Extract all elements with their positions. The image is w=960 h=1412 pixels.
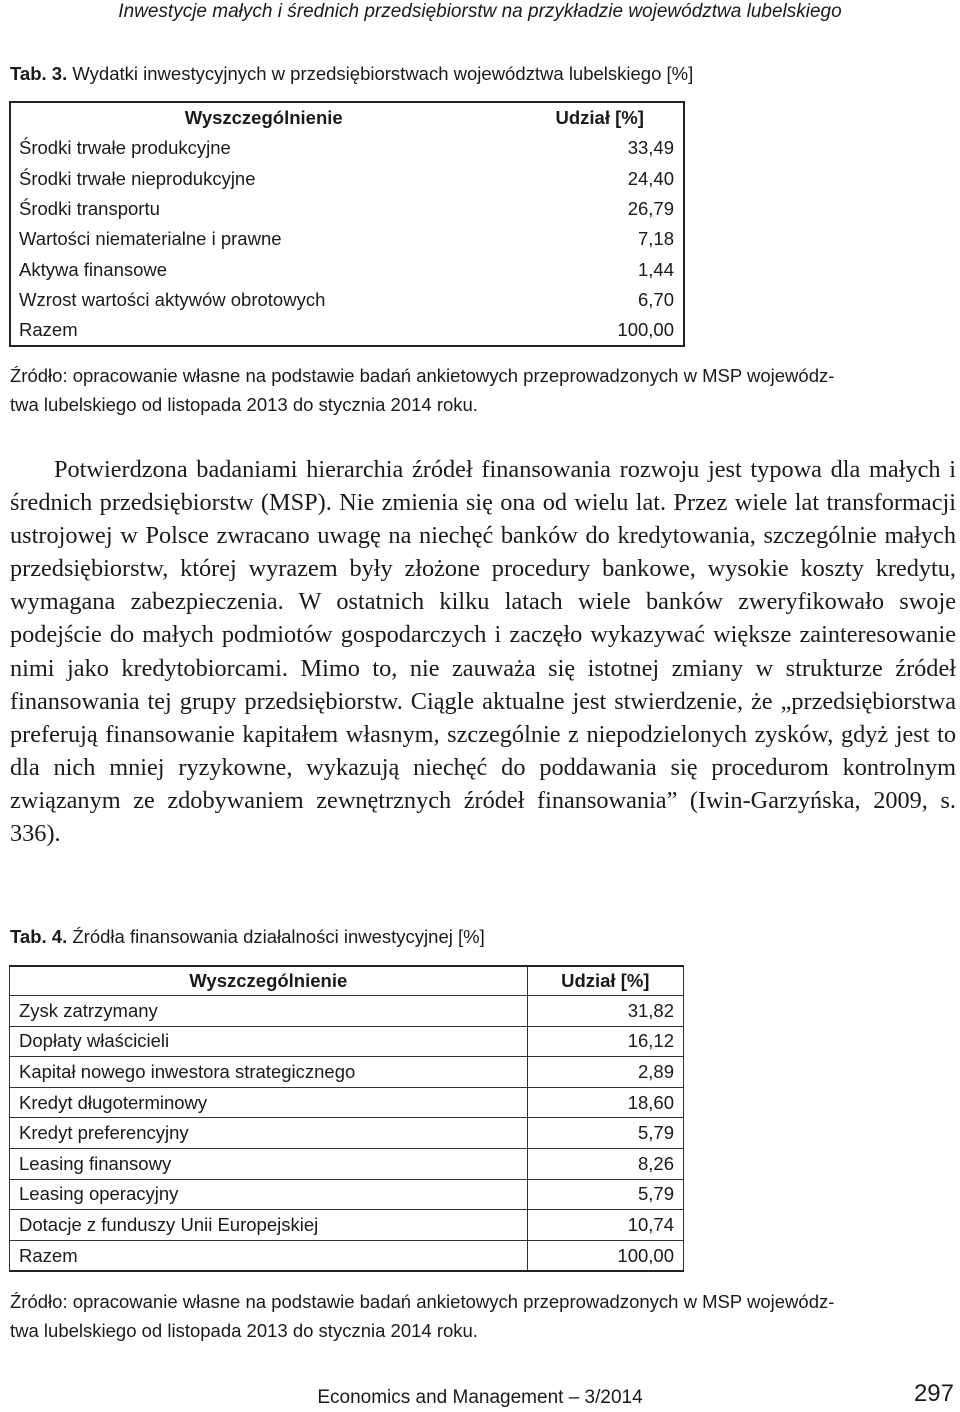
- table3: [9, 101, 685, 347]
- row-label: Razem: [10, 1240, 528, 1271]
- table-row: [10, 1240, 684, 1271]
- table-row: [10, 224, 684, 254]
- table-row: [10, 254, 684, 284]
- body-paragraph: Potwierdzona badaniami hierarchia źródeł finansowania rozwoju jest typowa dla małych i średnich przedsiębiorstw (MSP). Nie zmienia się ona od wielu lat. Przez wiele lat transformacji ustrojowej w Polsce zwracano uwagę na niechęć banków do kredytowania, szczególnie małych przedsiębiorstw, której wyrazem były złożone procedury bankowe, wysokie koszty kredytu, wymagana zabezpieczenia. W ostatnich kilku latach wiele banków zweryfikowało swoje podejście do małych podmiotów gospodarczych i zaczęło wykazywać większe zainteresowanie nimi jako kredytobiorcami. Mimo to, nie zauważa się istotnej zmiany w strukturze źródeł finansowania tej grupy przedsiębiorstw. Ciągle aktualne jest stwierdzenie, że „przedsiębiorstwa preferują finansowanie kapitałem własnym, szczególnie z niepodzielonych zysków, gdyż jest to dla nich mniej ryzykowne, wykazują niechęć do poddawania się procedurom kontrolnym związanym ze zdobywaniem zewnętrznych źródeł finansowania” (Iwin-Garzyńska, 2009, s. 336).: [10, 456, 956, 848]
- row-label: Kredyt preferencyjny: [10, 1118, 528, 1149]
- row-label: Dopłaty właścicieli: [10, 1026, 528, 1057]
- row-value: 33,49: [627, 137, 674, 159]
- table-row: [10, 315, 684, 346]
- table3-source: [10, 362, 956, 419]
- row-label: Środki transportu: [19, 198, 160, 220]
- table-row: [10, 1087, 684, 1118]
- table-row: [10, 1210, 684, 1241]
- table3-header-share: Udział [%]: [555, 107, 644, 129]
- row-label: Dotacje z funduszy Unii Europejskiej: [10, 1210, 528, 1241]
- table-row: [10, 1057, 684, 1088]
- table4-label: Tab. 4.: [10, 926, 68, 947]
- page-footer: [0, 1380, 960, 1412]
- table3-title: Wydatki inwestycyjnych w przedsiębiorstwach województwa lubelskiego [%]: [72, 63, 694, 84]
- table4-caption: [10, 926, 485, 948]
- table-row: [10, 1026, 684, 1057]
- journal-name: Economics and Management – 3/2014: [317, 1387, 643, 1408]
- row-label: Kapitał nowego inwestora strategicznego: [10, 1057, 528, 1088]
- table4-header-share: Udział [%]: [527, 966, 683, 996]
- row-label: Wartości niematerialne i prawne: [19, 228, 282, 250]
- row-value: 2,89: [527, 1057, 683, 1088]
- table3-source-line2: twa lubelskiego od listopada 2013 do stycznia 2014 roku.: [10, 393, 478, 415]
- row-label: Środki trwałe produkcyjne: [19, 137, 231, 159]
- table4: [9, 965, 684, 1272]
- table4-header-row: [10, 966, 684, 996]
- table4-source: [10, 1288, 956, 1345]
- page-number: 297: [913, 1380, 954, 1407]
- row-label: Wzrost wartości aktywów obrotowych: [19, 288, 326, 310]
- row-value: 100,00: [617, 319, 674, 341]
- row-label: Leasing finansowy: [10, 1148, 528, 1179]
- table4-source-line1: Źródło: opracowanie własne na podstawie badań ankietowych przeprowadzonych w MSP wojewódz-: [10, 1291, 835, 1312]
- row-label: Kredyt długoterminowy: [10, 1087, 528, 1118]
- row-value: 7,18: [637, 228, 674, 250]
- row-label: Środki trwałe nieprodukcyjne: [19, 167, 256, 189]
- table-row: [10, 1179, 684, 1210]
- table-row: [10, 164, 684, 194]
- row-value: 16,12: [527, 1026, 683, 1057]
- row-value: 26,79: [627, 198, 674, 220]
- row-value: 5,79: [527, 1118, 683, 1149]
- running-head: Inwestycje małych i średnich przedsiębiorstw na przykładzie województwa lubelskiego: [118, 1, 842, 22]
- table-row: [10, 285, 684, 315]
- row-value: 31,82: [527, 996, 683, 1027]
- row-label: Zysk zatrzymany: [10, 996, 528, 1027]
- table-row: [10, 194, 684, 224]
- table-row: [10, 996, 684, 1027]
- row-label: Leasing operacyjny: [10, 1179, 528, 1210]
- table4-title: Źródła finansowania działalności inwestycyjnej [%]: [72, 926, 485, 947]
- row-value: 1,44: [637, 258, 674, 280]
- table-row: [10, 1118, 684, 1149]
- row-value: 10,74: [527, 1210, 683, 1241]
- row-value: 100,00: [527, 1240, 683, 1271]
- row-value: 18,60: [527, 1087, 683, 1118]
- table3-label: Tab. 3.: [10, 63, 68, 84]
- table-row: [10, 1148, 684, 1179]
- row-label: Aktywa finansowe: [19, 258, 168, 280]
- row-value: 8,26: [527, 1148, 683, 1179]
- table4-header-item: Wyszczególnienie: [10, 966, 528, 996]
- table3-caption: [10, 63, 693, 85]
- table4-source-line2: twa lubelskiego od listopada 2013 do stycznia 2014 roku.: [10, 1319, 478, 1341]
- table-row: [10, 133, 684, 163]
- table3-header-item: Wyszczególnienie: [184, 107, 343, 129]
- body-text: [10, 453, 956, 850]
- table3-source-line1: Źródło: opracowanie własne na podstawie badań ankietowych przeprowadzonych w MSP wojewódz-: [10, 365, 835, 386]
- row-label: Razem: [19, 319, 78, 341]
- row-value: 6,70: [637, 288, 674, 310]
- table3-header-row: [10, 102, 684, 133]
- row-value: 5,79: [527, 1179, 683, 1210]
- row-value: 24,40: [627, 167, 674, 189]
